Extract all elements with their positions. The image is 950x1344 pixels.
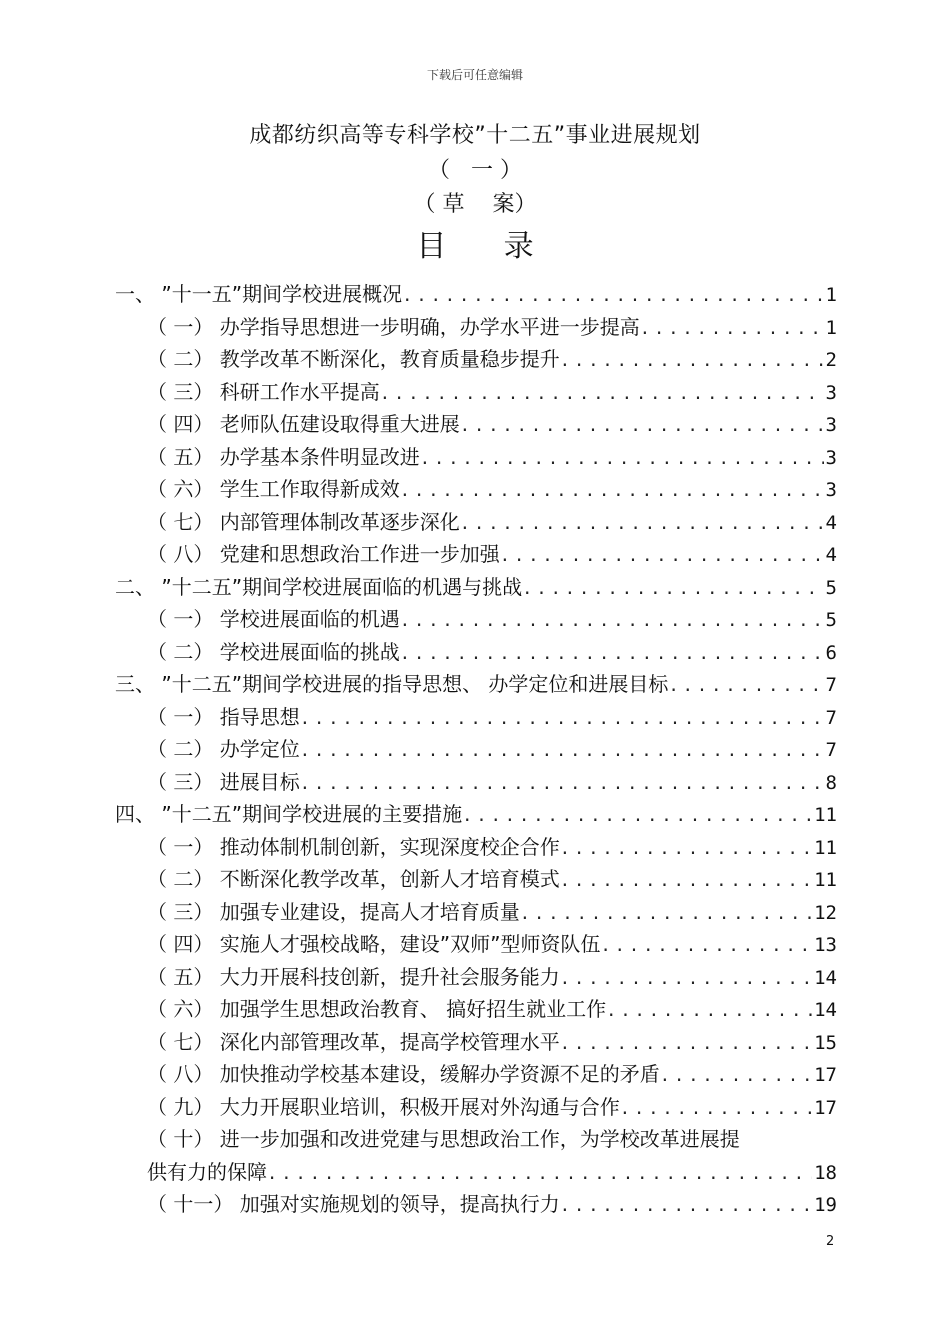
toc-leader-dots xyxy=(267,1158,812,1189)
toc-entry[interactable] xyxy=(115,896,837,929)
toc-entry-title: （ 四） 老师队伍建设取得重大进展 xyxy=(147,412,460,436)
toc-entry-title: 三、 ”十二五”期间学校进展的指导思想、 办学定位和进展目标 xyxy=(115,672,669,696)
toc-entry[interactable] xyxy=(115,831,837,864)
toc-entry-title: （ 五） 办学基本条件明显改进 xyxy=(147,444,420,469)
toc-leader-dots xyxy=(620,1093,812,1124)
toc-entry[interactable] xyxy=(115,863,837,896)
toc-entry-page: 11 xyxy=(814,804,837,826)
toc-entry[interactable] xyxy=(115,506,837,539)
toc-entry[interactable] xyxy=(115,311,837,344)
toc-leader-dots xyxy=(462,800,812,831)
toc-entry-page: 2 xyxy=(825,349,837,371)
toc-entry-page: 1 xyxy=(825,316,837,339)
toc-entry-page: 7 xyxy=(825,706,837,729)
toc-leader-dots xyxy=(380,378,824,409)
toc-entry-title: 四、 ”十二五”期间学校进展的主要措施 xyxy=(115,802,463,826)
toc-leader-dots xyxy=(460,410,824,441)
toc-leader-dots xyxy=(560,833,812,864)
toc-entry[interactable] xyxy=(115,961,837,994)
toc-leader-dots xyxy=(600,930,812,961)
header-note: 下载后可任意编辑 xyxy=(426,68,523,82)
toc-entry-page: 3 xyxy=(825,414,837,436)
toc-entry[interactable] xyxy=(115,278,837,311)
toc-entry[interactable] xyxy=(115,733,837,766)
toc-entry-title: （ 三） 加强专业建设，提高人才培育质量 xyxy=(147,899,520,924)
toc-entry[interactable] xyxy=(115,636,837,669)
toc-leader-dots xyxy=(400,638,824,669)
toc-leader-dots xyxy=(300,703,824,734)
toc-leader-dots xyxy=(560,963,812,994)
toc-leader-dots xyxy=(420,443,824,474)
toc-entry-wrapped[interactable] xyxy=(115,1123,837,1188)
toc-entry[interactable] xyxy=(115,928,837,961)
toc-entry-page: 1 xyxy=(825,284,837,306)
toc-leader-dots xyxy=(402,280,823,311)
toc-entry-page: 13 xyxy=(814,934,837,956)
toc-entry-page: 3 xyxy=(825,446,837,469)
toc-leader-dots xyxy=(660,1060,812,1091)
toc-entry[interactable] xyxy=(115,798,837,831)
toc-entry-page: 3 xyxy=(825,479,837,501)
toc-entry-title-line2: 供有力的保障 xyxy=(147,1159,267,1184)
toc-entry-title: （ 一） 推动体制机制创新，实现深度校企合作 xyxy=(147,834,560,859)
toc-heading: 目 录 xyxy=(416,229,534,264)
toc-entry-title: （ 一） 办学指导思想进一步明确，办学水平进一步提高 xyxy=(147,314,640,339)
toc-entry-title: （ 一） 指导思想 xyxy=(147,704,300,729)
toc-entry-page: 6 xyxy=(825,641,837,664)
toc-entry[interactable] xyxy=(115,766,837,799)
toc-leader-dots xyxy=(560,345,824,376)
toc-entry-page: 11 xyxy=(814,836,837,859)
toc-entry-title: （ 五） 大力开展科技创新，提升社会服务能力 xyxy=(147,964,560,989)
toc-entry[interactable] xyxy=(115,538,837,571)
toc-entry-page: 3 xyxy=(825,381,837,404)
toc-leader-dots xyxy=(460,508,824,539)
toc-entry-page: 5 xyxy=(825,609,837,631)
toc-entry[interactable] xyxy=(115,701,837,734)
toc-entry[interactable] xyxy=(115,441,837,474)
title-block xyxy=(0,118,950,222)
toc-entry-page: 14 xyxy=(814,999,837,1021)
toc-leader-dots xyxy=(560,1190,812,1221)
toc-entry[interactable] xyxy=(115,376,837,409)
toc-leader-dots xyxy=(640,313,824,344)
toc-entry-page: 11 xyxy=(814,869,837,891)
toc-entry[interactable] xyxy=(115,668,837,701)
toc-leader-dots xyxy=(668,670,823,701)
toc-leader-dots xyxy=(300,768,824,799)
toc-entry-page: 5 xyxy=(825,576,837,599)
document-subtitle: （ 一 ） xyxy=(428,158,522,183)
toc-entry-page: 4 xyxy=(825,511,837,534)
toc-leader-dots xyxy=(400,475,824,506)
toc-leader-dots xyxy=(500,540,824,571)
toc-entry-title: （ 七） 内部管理体制改革逐步深化 xyxy=(147,509,460,534)
document-title: 成都纺织高等专科学校”十二五”事业进展规划 xyxy=(249,123,701,148)
toc-entry-page: 7 xyxy=(825,674,837,696)
toc-entry-title: （ 八） 加快推动学校基本建设，缓解办学资源不足的矛盾 xyxy=(147,1062,660,1086)
toc-entry-page: 17 xyxy=(814,1096,837,1119)
toc-leader-dots xyxy=(522,573,823,604)
toc-entry-title: （ 六） 学生工作取得新成效 xyxy=(147,477,400,501)
toc-entry[interactable] xyxy=(115,603,837,636)
table-of-contents xyxy=(115,278,837,1221)
toc-entry-page: 12 xyxy=(814,901,837,924)
toc-entry-page: 14 xyxy=(814,966,837,989)
page-number: 2 xyxy=(826,1234,835,1249)
toc-entry[interactable] xyxy=(115,1026,837,1059)
toc-entry-page: 7 xyxy=(825,739,837,761)
toc-entry-title: （ 三） 科研工作水平提高 xyxy=(147,379,380,404)
toc-entry-page: 8 xyxy=(825,771,837,794)
toc-leader-dots xyxy=(520,898,812,929)
toc-entry-title-line1: （ 十） 进一步加强和改进党建与思想政治工作，为学校改革进展提 xyxy=(147,1127,740,1151)
toc-entry-page: 19 xyxy=(814,1194,837,1216)
toc-entry[interactable] xyxy=(115,343,837,376)
toc-entry-title: （ 十一） 加强对实施规划的领导，提高执行力 xyxy=(147,1192,560,1216)
toc-entry-title: （ 二） 办学定位 xyxy=(147,737,300,761)
toc-entry-title: （ 二） 教学改革不断深化，教育质量稳步提升 xyxy=(147,347,560,371)
toc-entry-title: （ 一） 学校进展面临的机遇 xyxy=(147,607,400,631)
toc-entry-page: 17 xyxy=(814,1064,837,1086)
toc-entry-title: （ 二） 学校进展面临的挑战 xyxy=(147,639,400,664)
toc-entry[interactable] xyxy=(115,571,837,604)
toc-entry[interactable] xyxy=(115,408,837,441)
toc-entry-title: （ 四） 实施人才强校战略，建设”双师”型师资队伍 xyxy=(147,932,601,956)
toc-entry-title: （ 九） 大力开展职业培训，积极开展对外沟通与合作 xyxy=(147,1094,620,1119)
toc-entry-title: （ 六） 加强学生思想政治教育、 搞好招生就业工作 xyxy=(147,997,607,1021)
toc-entry-title: （ 三） 进展目标 xyxy=(147,769,300,794)
toc-entry-title: （ 八） 党建和思想政治工作进一步加强 xyxy=(147,542,500,566)
toc-entry-page: 15 xyxy=(814,1031,837,1054)
toc-leader-dots xyxy=(300,735,824,766)
toc-entry-title: （ 七） 深化内部管理改革，提高学校管理水平 xyxy=(147,1029,560,1054)
toc-entry-title: 一、 ”十一五”期间学校进展概况 xyxy=(115,282,403,306)
toc-entry[interactable] xyxy=(115,1188,837,1221)
toc-entry[interactable] xyxy=(115,1091,837,1124)
toc-entry-line2 xyxy=(147,1156,837,1189)
toc-entry[interactable] xyxy=(115,1058,837,1091)
toc-entry-title: （ 二） 不断深化教学改革，创新人才培育模式 xyxy=(147,867,560,891)
toc-leader-dots xyxy=(560,865,812,896)
toc-leader-dots xyxy=(606,995,812,1026)
toc-entry[interactable] xyxy=(115,473,837,506)
toc-entry-page: 18 xyxy=(814,1161,837,1184)
toc-entry-page: 4 xyxy=(825,544,837,566)
toc-entry[interactable] xyxy=(115,993,837,1026)
document-status: （ 草 案） xyxy=(413,192,537,217)
toc-leader-dots xyxy=(400,605,824,636)
toc-leader-dots xyxy=(560,1028,812,1059)
toc-entry-title: 二、 ”十二五”期间学校进展面临的机遇与挑战 xyxy=(115,574,523,599)
